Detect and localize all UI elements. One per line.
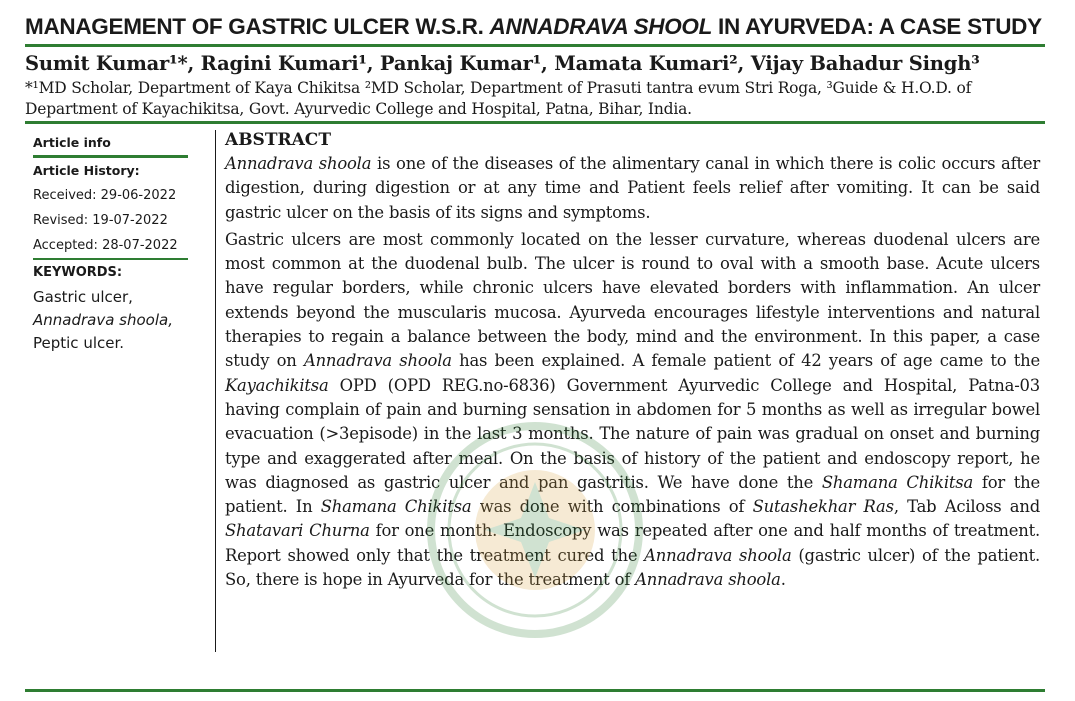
italic-term: Shamana Chikitsa: [821, 472, 974, 492]
title-italic: ANNADRAVA SHOOL: [489, 14, 713, 39]
abstract-paragraph-2: [225, 228, 1040, 592]
accepted-date: Accepted: 28-07-2022: [33, 237, 178, 253]
italic-term: Annadrava shoola: [644, 545, 792, 565]
keyword-item: Annadrava shoola,: [33, 311, 173, 329]
text-run: is one of the diseases of the alimentary canal in which there is colic occurs after digestion, during digestion or at any time and Patient feels relief after vomiting. It can be said gastric ulcer on the basis of its signs and symptoms.: [225, 154, 1040, 222]
keywords-list: [33, 286, 188, 355]
article-body: [25, 124, 1045, 654]
received-date: Received: 29-06-2022: [33, 187, 177, 203]
paper-page: [25, 12, 1045, 654]
title-divider: [25, 44, 1045, 47]
text-run: , Tab Aciloss and: [893, 497, 1040, 517]
article-info-sidebar: [33, 130, 188, 355]
paper-title: [25, 12, 1045, 41]
affiliations: *¹MD Scholar, Department of Kaya Chikitsa ²MD Scholar, Department of Prasuti tantra evum Stri Roga, ³Guide & H.O.D. of Department of Kayachikitsa, Govt. Ayurvedic College and Hospital, Patna, Bihar, India.: [25, 79, 972, 118]
italic-term: Shamana Chikitsa: [320, 497, 472, 517]
abstract-heading: ABSTRACT: [225, 130, 331, 150]
footer-divider: [25, 689, 1045, 692]
revised-date: Revised: 19-07-2022: [33, 212, 168, 228]
title-part-2: IN AYURVEDA: A CASE STUDY: [712, 14, 1042, 39]
italic-term: Sutashekhar Ras: [752, 497, 894, 517]
text-run: OPD (OPD REG.no-6836) Government Ayurvedic College and Hospital, Patna-03 having complain of pain and burning sensation in abdomen for 5 months as well as irregular bowel evacuation (>3episode) in the last 3 months. The nature of pain was gradual on onset and burning type and exaggerated after meal. On the basis of history of the patient and endoscopy report, he was diagnosed as gastric ulcer and pan gastritis. We have done the: [225, 375, 1040, 492]
italic-term: Shatavari Churna: [225, 521, 370, 541]
text-run: Gastric ulcers are most commonly located on the lesser curvature, whereas duodenal ulcers are most common at the duodenal bulb. The ulcer is round to oval with a smooth base. Acute ulcers have regular borders, while chronic ulcers have elevated borders with inflammation. An ulcer extends beyond the muscularis mucosa. Ayurveda encourages lifestyle interventions and natural therapies to regain a balance between the body, mind and the environment. In this paper, a case study on: [225, 229, 1040, 371]
column-divider: [215, 130, 216, 652]
italic-term: Annadrava shoola: [303, 351, 452, 371]
article-history-label: Article History:: [33, 162, 140, 178]
italic-term: Kayachikitsa: [225, 375, 329, 395]
article-info-heading: Article info: [33, 135, 111, 150]
text-run: .: [780, 570, 786, 590]
authors-line: Sumit Kumar¹*, Ragini Kumari¹, Pankaj Kumar¹, Mamata Kumari², Vijay Bahadur Singh³: [25, 52, 980, 75]
keywords-heading: KEYWORDS:: [33, 265, 123, 280]
abstract-section: [225, 128, 1040, 592]
text-run: was done with combinations of: [471, 497, 753, 517]
text-run: (gastric ulcer) of the patient. So, there is hope in Ayurveda for the treatment of: [225, 545, 1040, 590]
italic-term: Annadrava shoola: [225, 154, 372, 173]
abstract-paragraph-1: [225, 152, 1040, 225]
text-run: has been explained. A female patient of 42 years of age came to the: [451, 351, 1040, 371]
italic-term: Annadrava shoola: [635, 570, 781, 590]
text-run: for one month. Endoscopy was repeated after one and half months of treatment. Report showed only that the treatment cured the: [225, 521, 1040, 565]
title-part-1: MANAGEMENT OF GASTRIC ULCER W.S.R.: [25, 14, 490, 39]
text-run: for the patient. In: [225, 472, 1040, 517]
keyword-item: Gastric ulcer,: [33, 288, 133, 306]
keyword-item: Peptic ulcer.: [33, 334, 125, 352]
